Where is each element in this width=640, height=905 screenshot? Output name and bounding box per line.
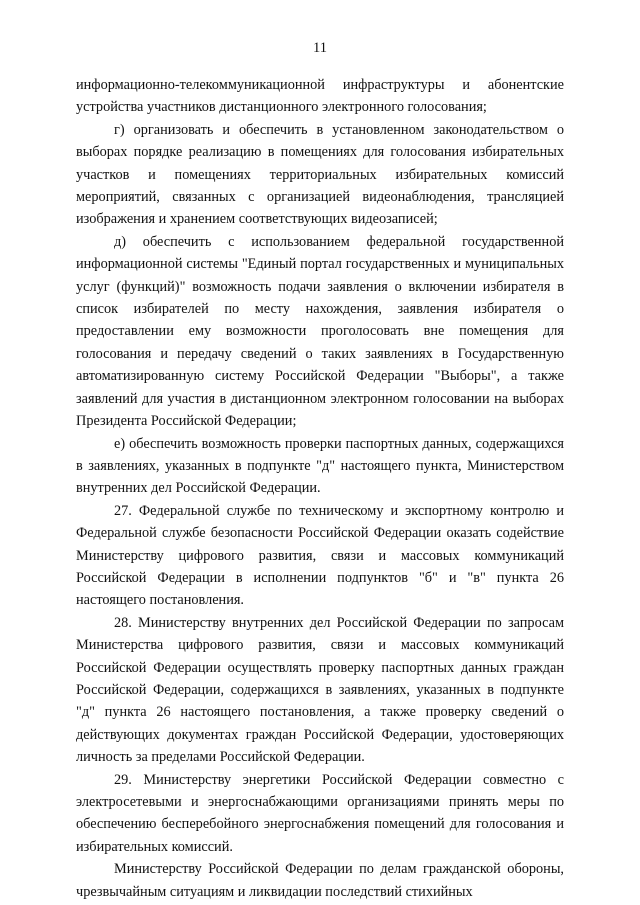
paragraph-item-d: д) обеспечить с использованием федеральной государственной информационной системы "Единый портал государственных и муниципальных услуг (функций)" возможность подачи заявления о включении избирателя в список избирателей по месту нахождения, заявления избирателя о предоставлении ему возможности проголосовать вне помещения для голосования и передачу сведений о таких заявлениях в Государственную автоматизированную систему Российской Федерации "Выборы", а также заявлений для участия в дистанционном электронном голосовании на выборах Президента Российской Федерации;	[76, 233, 564, 430]
paragraph-continuation: информационно-телекоммуникационной инфраструктуры и абонентские устройства участников дистанционного электронного голосования;	[76, 77, 564, 116]
document-body	[76, 74, 564, 903]
page-number: 11	[313, 40, 327, 56]
paragraph-item-e: е) обеспечить возможность проверки паспортных данных, содержащихся в заявлениях, указанных в подпункте "д" настоящего пункта, Министерством внутренних дел Российской Федерации.	[76, 435, 564, 497]
paragraph-mchs: Министерству Российской Федерации по делам гражданской обороны, чрезвычайным ситуациям и ликвидации последствий стихийных	[76, 861, 564, 900]
paragraph-point-27: 27. Федеральной службе по техническому и экспортному контролю и Федеральной службе безопасности Российской Федерации оказать содействие Министерству цифрового развития, связи и массовых коммуникаций Российской Федерации в исполнении подпунктов "б" и "в" пункта 26 настоящего постановления.	[76, 502, 564, 609]
paragraph-point-28: 28. Министерству внутренних дел Российской Федерации по запросам Министерства цифрового развития, связи и массовых коммуникаций Российской Федерации осуществлять проверку паспортных данных граждан Российской Федерации, содержащихся в заявлениях, указанных в подпункте "д" пункта 26 настоящего постановления, а также проверку сведений о действующих документах граждан Российской Федерации, удостоверяющих личность за пределами Российской Федерации.	[76, 614, 564, 766]
paragraph-point-29: 29. Министерству энергетики Российской Федерации совместно с электросетевыми и энергоснабжающими организациями принять меры по обеспечению бесперебойного энергоснабжения помещений для голосования и избирательных комиссий.	[76, 771, 564, 855]
paragraph-item-g: г) организовать и обеспечить в установленном законодательством о выборах порядке реализацию в помещениях для голосования избирательных участков и помещениях территориальных избирательных комиссий мероприятий, связанных с организацией видеонаблюдения, трансляцией изображения и хранением соответствующих видеозаписей;	[76, 121, 564, 228]
